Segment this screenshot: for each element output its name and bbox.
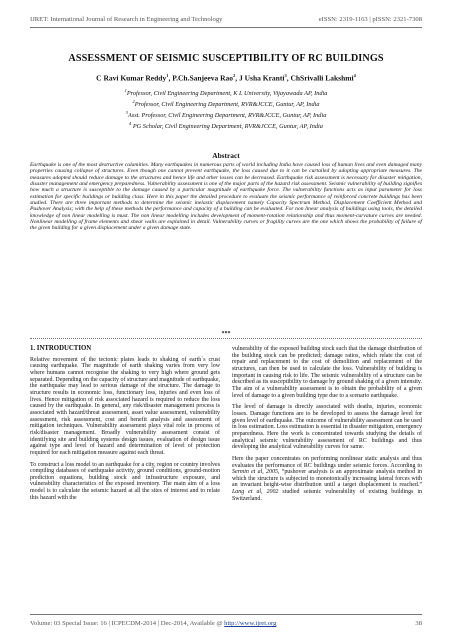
citation: Lang et al, 2002: [232, 489, 279, 496]
page-footer: [30, 620, 422, 627]
journal-name: IJRET: International Journal of Research in Engineering and Technology: [30, 16, 223, 23]
paragraph: To construct a loss model to an earthquake for a city, region or country involves compiling databases of earthquake activity, ground conditions, ground-motion prediction equations, building stock and infrastructure exposure, and vulnerability characteristics of the exposed inventory. The main aim of a loss model is to calculate the seismic hazard at all the sites of interest and to relate this hazard with the: [30, 461, 220, 501]
paragraph: Here the paper concentrates on performing nonlinear static analysis and thus evaluates the performance of RC buildings under seismic forces. According to Sermin et al, 2005, “pushover analysis is an approximate analysis method in which the structure is subjected to monotonically increasing lateral forces with an invariant height-wise distribution until a target displacement is reached.” Lang et al, 2002 studied seismic vulnerability of existing buildings in Switzerland.: [232, 455, 422, 502]
journal-link[interactable]: http://www.ijret.org: [224, 620, 277, 627]
right-column: [232, 346, 422, 507]
author-1: C Ravi Kumar Reddy: [96, 73, 167, 83]
footer-text: Volume: 03 Special Issue: 16 | ICPECDM-2014 | Dec-2014, Available @: [30, 620, 225, 627]
footer-rule: [30, 614, 422, 615]
affiliation-4: $^4$ PG Scholar, Civil Engineering Department, RVR&JCCE, Guntur, AP, India: [129, 121, 323, 131]
affiliation-1: $^1$Professor, Civil Engineering Department, K L University, Vijayawada AP, India: [124, 88, 328, 98]
author-line: C Ravi Kumar Reddy$^1$, P.Ch.Sanjeeva Rao$^2$, J Usha Kranti$^3$, ChSrivalli Lakshmi$^4$: [96, 73, 356, 83]
author-2: P.Ch.Sanjeeva Rao: [172, 73, 234, 83]
page-number: 38: [415, 620, 422, 627]
affiliation-2: $^2$Professor, Civil Engineering Department, RVR&JCCE, Guntur, AP, India: [132, 99, 320, 109]
paragraph: The level of damage is directly associated with deaths, injuries, economic losses. Damage functions are to be developed to assess the damage level for given level of earthquake. The outcome of vulnerability assessment can be used in loss estimation. Loss estimation is essential in disaster mitigation, emergency preparedness. Here the work is concentrated towards studying the details of analytical seismic vulnerability assessment of RC buildings and thus developing the analytical vulnerability curves for same.: [232, 404, 422, 451]
author-3: J Usha Kranti: [239, 73, 285, 83]
paragraph: Relative movement of the tectonic plates leads to shaking of earth`s crust causing earthquake. The magnitude of earth shaking varies from very low where humans cannot recognise the shaking to very high where ground gets separated. Depending on the capacity of structure and magnitude of earthquake, the earthquake may lead to serious damage of the structure. The damage to structure results in economic loss, functionary loss, injuries and even loss of lives. Hence mitigation of risk associated hazard is required to reduce the loss caused by the earthquake. In general, any risk/disaster management process is associated with hazard/threat assessment, asset value assessment, vulnerability assessment, risk assessment, cost and benefit analysis and assessment of mitigation techniques. Vulnerability assessment plays vital role in process of risk/disaster management. Broadly vulnerability assessment consist of identifying site and building systems design issues, evaluation of design issue against type and level of hazard and determination of level of protection required for each mitigation measure against each threat.: [30, 356, 220, 456]
affiliation-3: $^3$Asst. Professor, Civil Engineering Department, RVR&JCCE, Guntur, AP, India: [125, 110, 327, 120]
paragraph: vulnerability of the exposed building stock such that the damage distribution of the building stock can be predicted; damage ratios, which relate the cost of repair and replacement to the cost of demolition and replacement of the structures, can then be used to calculate the loss. Vulnerability of building is important in causing risk to life. The seismic vulnerability of a structure can be described as its susceptibility to damage by ground shaking of a given intensity. The aim of a vulnerability assessment is to obtain the probability of a given level of damage to a given building type due to a scenario earthquake.: [232, 346, 422, 399]
dotted-separator: [30, 338, 422, 339]
left-column: [30, 346, 220, 506]
issn: eISSN: 2319-1163 | pISSN: 2321-7308: [318, 16, 422, 23]
abstract-heading: Abstract: [212, 151, 240, 160]
separator-stars: ***: [221, 331, 231, 337]
section-heading: 1. INTRODUCTION: [30, 345, 92, 352]
paper-title: ASSESSMENT OF SEISMIC SUSCEPTIBILITY OF RC BUILDINGS: [68, 53, 384, 64]
abstract-body: Earthquake is one of the most destructive calamities. Many earthquakes in numerous parts of world including India have caused loss of human lives and even damaged many properties causing collapse of structures. Even though one cannot prevent earthquake, the loss caused due to it can be curtailed by adopting appropriate measures. The measures adopted should reduce damage to the structures and hence life and other losses can be decreased. Earthquake risk assessment is necessary for disaster mitigation, disaster management and emergency preparedness. Vulnerability assessment is one of the major parts of the hazard risk assessment. Seismic vulnerability of building signifies how much a structure is susceptible to the damage caused by a particular magnitude of earthquake force. The vulnerability functions acts as input parameter for loss estimation for specific buildings or building class. Here in this paper the detailed procedure to evaluate the seismic performance of reinforced concrete buildings has been studied. There are three important methods to determine the seismic inelastic displacement namely Capacity Spectrum Method, Displacement Coefficient Method and Pushover Analysis; with the help of these methods the performance and capacity of a building can be evaluated. For non linear analysis of buildings using tools, the detailed knowledge of non linear modelling is must. The non linear modelling includes development of moment-rotation relationship and thus moment-curvature curves are needed. Nonlinear modelling of frame elements and shear walls are explained in detail. Vulnerability curves or fragility curves are the one which shows the probability of failure of the given building for a given displacement under a given damage state.: [30, 162, 422, 232]
author-4: ChSrivalli Lakshmi: [290, 73, 354, 83]
header-rule: [30, 27, 422, 28]
citation: Sermin et al, 2005: [232, 469, 278, 476]
